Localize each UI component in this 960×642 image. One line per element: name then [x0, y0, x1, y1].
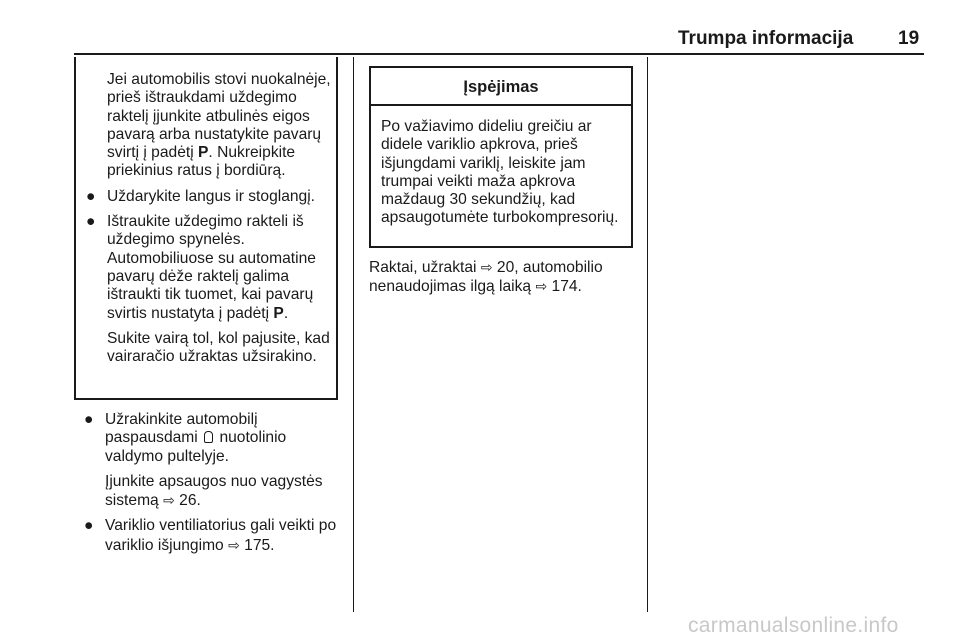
- header-rule: [74, 53, 924, 55]
- cross-reference-page[interactable]: 174.: [551, 278, 582, 296]
- bullet3-extra-text: Įjunkite apsaugos nuo vagystės sistemą: [105, 472, 323, 510]
- box-intro-paragraph: [107, 71, 332, 181]
- intro-text: Jei automobilis stovi nuokalnėje, prieš ištraukdami uždegimo raktelį įjunkite atbulinės eigos pavarą arba nustatykite pavarų svirtį į padėtį: [107, 71, 331, 162]
- column-divider-2: [647, 57, 648, 612]
- watermark: carmanualsonline.info: [688, 614, 899, 637]
- intro-tail: . Nukreipkite priekinius ratus į bordiūrą.: [107, 144, 296, 180]
- bullet-text: [107, 213, 332, 323]
- warning-text: Po važiavimo dideliu greičiu ar didele variklio apkrova, prieš išjungdami variklį, leiskite jam trumpai veikti maža apkrova maždaug 30 sekundžių, kad apsaugotumėte turbokompresorių.: [381, 118, 619, 227]
- cross-reference-page[interactable]: 20, automobilio nenaudojimas ilgą laiką: [369, 259, 603, 296]
- continued-note-box: [74, 57, 338, 400]
- warning-box: [369, 66, 633, 248]
- warning-title: Įspėjimas: [371, 68, 631, 106]
- bullet3-after: nuotolinio valdymo pultelyje.: [105, 429, 287, 465]
- bullet2-text: Ištraukite uždegimo rakteli iš uždegimo spynelės. Automobiliuose su automatine pavarų dėže raktelį galima ištraukti tik tuomet, kai pavarų svirtis nustatyta į padėtį: [107, 213, 316, 322]
- bullet-subparagraph: Sukite vairą tol, kol pajusite, kad vairaračio užraktas užsirakino.: [107, 329, 330, 366]
- bullet2-tail: .: [283, 304, 289, 322]
- cross-reference-page[interactable]: 26.: [179, 492, 201, 510]
- column1-list: [74, 411, 344, 555]
- reference-text: Raktai, užraktai: [369, 259, 477, 276]
- page-header: [0, 0, 960, 56]
- bullet-icon: ●: [84, 517, 94, 535]
- list-item: [74, 411, 344, 510]
- list-item: [74, 517, 344, 555]
- gear-position-label: P: [273, 304, 284, 322]
- cross-reference-arrow-icon: ⇨: [228, 536, 240, 553]
- list-item: [76, 213, 336, 366]
- bullet-icon: ●: [84, 411, 94, 428]
- bullet-icon: ●: [86, 187, 96, 205]
- reference-paragraph: [369, 258, 639, 297]
- bullet-text: Uždarykite langus ir stoglangį.: [107, 187, 316, 205]
- bullet-subparagraph: [105, 473, 340, 511]
- bullet-text: [105, 517, 340, 555]
- bullet4-text: Variklio ventiliatorius gali veikti po variklio išjungimo: [105, 517, 337, 554]
- bullet-text: [105, 411, 340, 466]
- cross-reference-arrow-icon: ⇨: [163, 492, 175, 509]
- cross-reference-arrow-icon: ⇨: [480, 259, 493, 275]
- bullet-icon: ●: [86, 213, 96, 231]
- gear-position-label: P: [198, 144, 209, 162]
- lock-key-icon: [204, 431, 213, 443]
- cross-reference-page[interactable]: 175.: [244, 536, 275, 554]
- page-title: Trumpa informacija: [678, 28, 854, 49]
- column-divider-1: [353, 57, 354, 612]
- cross-reference-arrow-icon: ⇨: [535, 278, 548, 295]
- bullet3-before: Užrakinkite automobilį paspausdami: [105, 411, 258, 447]
- page-number: 19: [898, 28, 920, 49]
- list-item: [76, 188, 336, 206]
